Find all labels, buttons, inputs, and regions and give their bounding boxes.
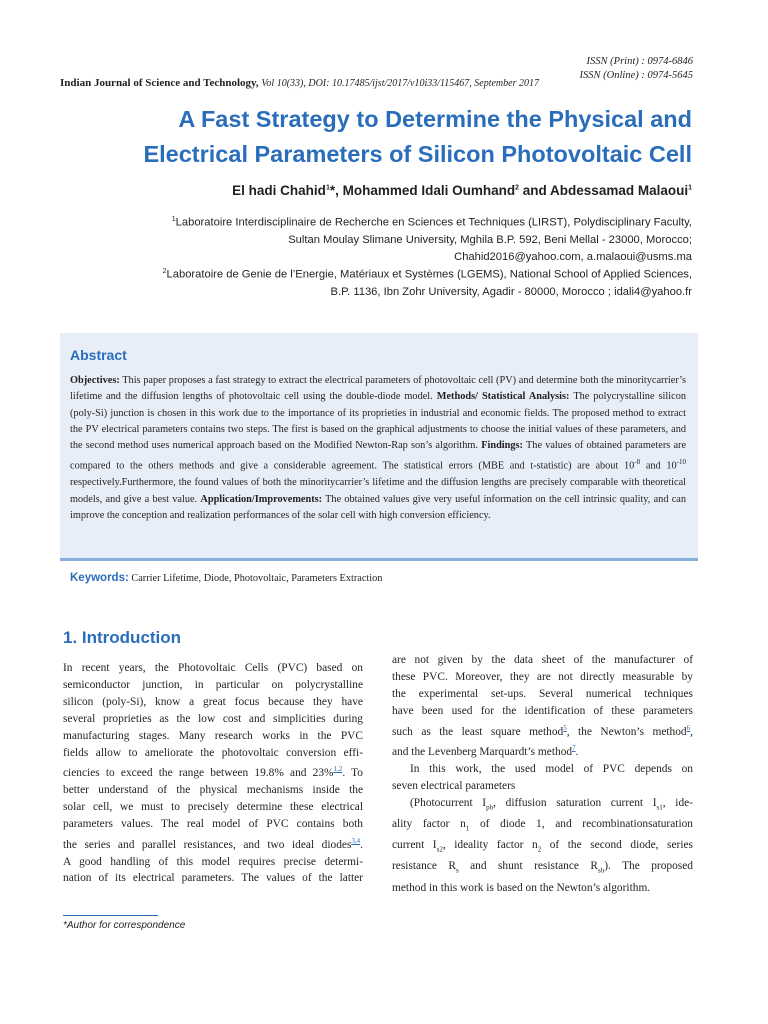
abstract-body [70, 373, 686, 524]
subscript: s [455, 866, 459, 875]
issn-online: ISSN (Online) : 0974-5645 [579, 70, 693, 81]
text-line: silicon (poly-Si), know a great focus because they have [63, 695, 363, 708]
paper-title [60, 102, 692, 172]
text-line: A good handling of this model requires precise determi- [63, 855, 363, 868]
text-line: In this work, the used model of PVC depends on [410, 763, 693, 776]
affiliation-1-text: Laboratoire Interdisciplinaire de Recherche en Sciences et Techniques (LIRST), Polydisciplinary Faculty, [175, 216, 692, 229]
text-fragment: ciencies to exceed the range between 19.8% and 23% [63, 767, 334, 780]
text-fragment: (Photocurrent I [410, 796, 487, 809]
author-and: and [519, 183, 551, 198]
text-fragment: and the Levenberg Marquardt’s method [392, 746, 573, 759]
citation: Vol 10(33), DOI: 10.17485/ijst/2017/v10i33/115467, September 2017 [261, 78, 539, 89]
title-line-1: A Fast Strategy to Determine the Physical and [178, 106, 692, 132]
affiliation-1-number: 1 [171, 216, 176, 223]
text-fragment: of the second diode, series [541, 839, 693, 852]
subscript: 2 [537, 845, 542, 854]
text-line: solar cell, we must to precisely determine these electrical [63, 801, 363, 814]
journal-name: Indian Journal of Science and Technology, [60, 77, 259, 89]
text-line: these PVC. Moreover, they are not directly measurable by [392, 670, 693, 683]
text-line [392, 816, 693, 837]
corresponding-mark: *, [329, 183, 343, 198]
text-fragment: , diffusion saturation current I [493, 796, 657, 809]
text-fragment: resistance R [392, 860, 456, 873]
text-line [392, 720, 693, 741]
findings-text-c: respectively.Furthermore, the found values of both the minoritycarrier’s lifetime and the diffusion lengths are precisely comparable with theoretical models, and give a best value. [70, 477, 686, 505]
affiliation-2-number: 2 [162, 268, 167, 275]
keywords-label: Keywords: [70, 572, 129, 584]
citation-link[interactable]: 7 [572, 744, 576, 753]
text-fragment: such as the least square method [392, 725, 564, 738]
text-line: In recent years, the Photovoltaic Cells (PVC) based on [63, 662, 363, 674]
affiliation-1-line-2: Sultan Moulay Slimane University, Mghila B.P. 592, Beni Mellal - 23000, Morocco; [288, 233, 692, 246]
text-line [392, 858, 693, 879]
text-line [392, 740, 693, 761]
application-label: Application/Improvements: [200, 493, 323, 505]
text-line: better understand of the physical mechanisms inside the [63, 784, 363, 797]
text-line [392, 795, 693, 816]
author-2-affil: 2 [515, 184, 520, 192]
text-fragment: , ide- [662, 796, 693, 809]
subscript: sh [598, 866, 605, 875]
footnote-correspondence: *Author for correspondence [63, 920, 186, 931]
text-line: nation of its electrical parameters. The values of the latter [63, 872, 363, 885]
keywords-text: Carrier Lifetime, Diode, Photovoltaic, Parameters Extraction [128, 573, 383, 584]
text-line: the experimental set-ups. Several numerical techniques [392, 687, 693, 700]
author-3-affil: 1 [688, 184, 692, 192]
citation-link[interactable]: 1,2 [333, 765, 343, 774]
findings-text-a: The values of obtained parameters are compared to the others methods and give a considerable agreement. The statistical errors (MBE and t-statistic) are about 10 [70, 440, 687, 472]
findings-text-b: and 10 [640, 460, 677, 472]
text-line: seven electrical parameters [392, 779, 516, 792]
text-fragment: ). The proposed [604, 860, 693, 873]
findings-label: Findings: [481, 440, 523, 452]
subscript: s2 [436, 845, 443, 854]
text-line: several proprieties as the low cost and simplicities during [63, 712, 363, 725]
affiliation-2-line-2[interactable]: B.P. 1136, Ibn Zohr University, Agadir - 80000, Morocco ; idali4@yahoo.fr [330, 285, 692, 298]
findings-exponent-1: -8 [634, 458, 641, 467]
text-line: fields allow to ameliorate the photovoltaic conversion effi- [63, 746, 363, 759]
text-line [63, 761, 363, 782]
text-line: manufacturing stages. Many research works in the PVC [63, 729, 363, 742]
text-line [392, 837, 693, 858]
affiliation-2-text: Laboratoire de Genie de l’Energie, Matériaux et Systèmes (LGEMS), National School of Applied Sciences, [166, 268, 692, 281]
objectives-label: Objectives: [70, 375, 120, 386]
section-heading-introduction: 1. Introduction [63, 628, 182, 647]
subscript: s1 [656, 803, 663, 812]
author-list [232, 183, 692, 198]
author-3: Abdessamad Malaoui [550, 183, 689, 198]
methods-text: The polycrystalline silicon (poly-Si) junction is chosen in this work due to the importance of its proprieties in industrial and economic fields. The proposed method to extract the PV electrical parameters contains two steps. The first is based on the graphical adjustments to choose the initial values of these parameters, and the second method uses numerical approach based on the Modified Newton-Rap son’s algorithm. [70, 391, 686, 452]
affiliation-2 [52, 263, 692, 301]
issn-print: ISSN (Print) : 0974-6846 [586, 56, 693, 67]
text-line: are not given by the data sheet of the manufacturer of [392, 654, 693, 666]
text-fragment: current I [392, 839, 437, 852]
citation-link[interactable]: 6 [686, 723, 691, 732]
text-line: semiconductor junction, in particular on polycrystalline [63, 678, 363, 691]
author-1: El hadi Chahid [232, 183, 326, 198]
text-line: have been used for the identification of these parameters [392, 704, 693, 717]
introduction-column-left [63, 660, 363, 887]
subscript: ph [486, 803, 494, 812]
footnote-divider [63, 915, 158, 916]
text-fragment: . [575, 746, 579, 759]
citation-link[interactable]: 5 [563, 723, 567, 732]
text-fragment: ality factor n [392, 818, 466, 831]
text-fragment: . [360, 838, 363, 851]
subscript: 1 [465, 824, 470, 833]
keywords [70, 572, 382, 584]
application-text: The obtained values give very useful information on the cell intrinsic quality, and can improve the conception and realization performances of the solar cell with high conversion efficiency. [70, 493, 686, 521]
author-1-affil: 1 [325, 184, 330, 192]
findings-exponent-2: -10 [676, 458, 686, 467]
text-line [63, 833, 363, 854]
text-fragment: of diode 1, and recombinationsaturation [469, 818, 694, 831]
affiliation-1-line-1 [52, 211, 692, 232]
text-line: parameters values. The real model of PVC contains both [63, 817, 363, 830]
abstract-heading: Abstract [70, 347, 127, 363]
affiliation-2-line-1 [52, 263, 692, 284]
affiliation-1-emails[interactable]: Chahid2016@yahoo.com, a.malaoui@usms.ma [454, 250, 692, 263]
text-fragment: and shunt resistance R [458, 860, 598, 873]
title-line-2: Electrical Parameters of Silicon Photovoltaic Cell [143, 141, 692, 167]
objectives-text: This paper proposes a fast strategy to extract the electrical parameters of photovoltaic cell (PV) and determine both the minoritycarrier’s lifetime and the diffusion lengths of photovoltaic cell using the double-diode model. [70, 375, 686, 403]
text-fragment: , the Newton’s method [566, 725, 687, 738]
text-line: method in this work is based on the Newton’s algorithm. [392, 881, 651, 894]
methods-label: Methods/ Statistical Analysis: [436, 391, 570, 403]
text-fragment: , [690, 725, 693, 738]
author-2: Mohammed Idali Oumhand [342, 183, 516, 198]
text-fragment: , ideality factor n [442, 839, 538, 852]
text-fragment: the series and parallel resistances, and two ideal diodes [63, 838, 352, 851]
affiliation-1 [52, 211, 692, 266]
citation-link[interactable]: 3,4 [351, 836, 361, 845]
introduction-column-right [392, 652, 693, 897]
journal-line [60, 77, 539, 89]
text-fragment: . To [342, 767, 363, 780]
